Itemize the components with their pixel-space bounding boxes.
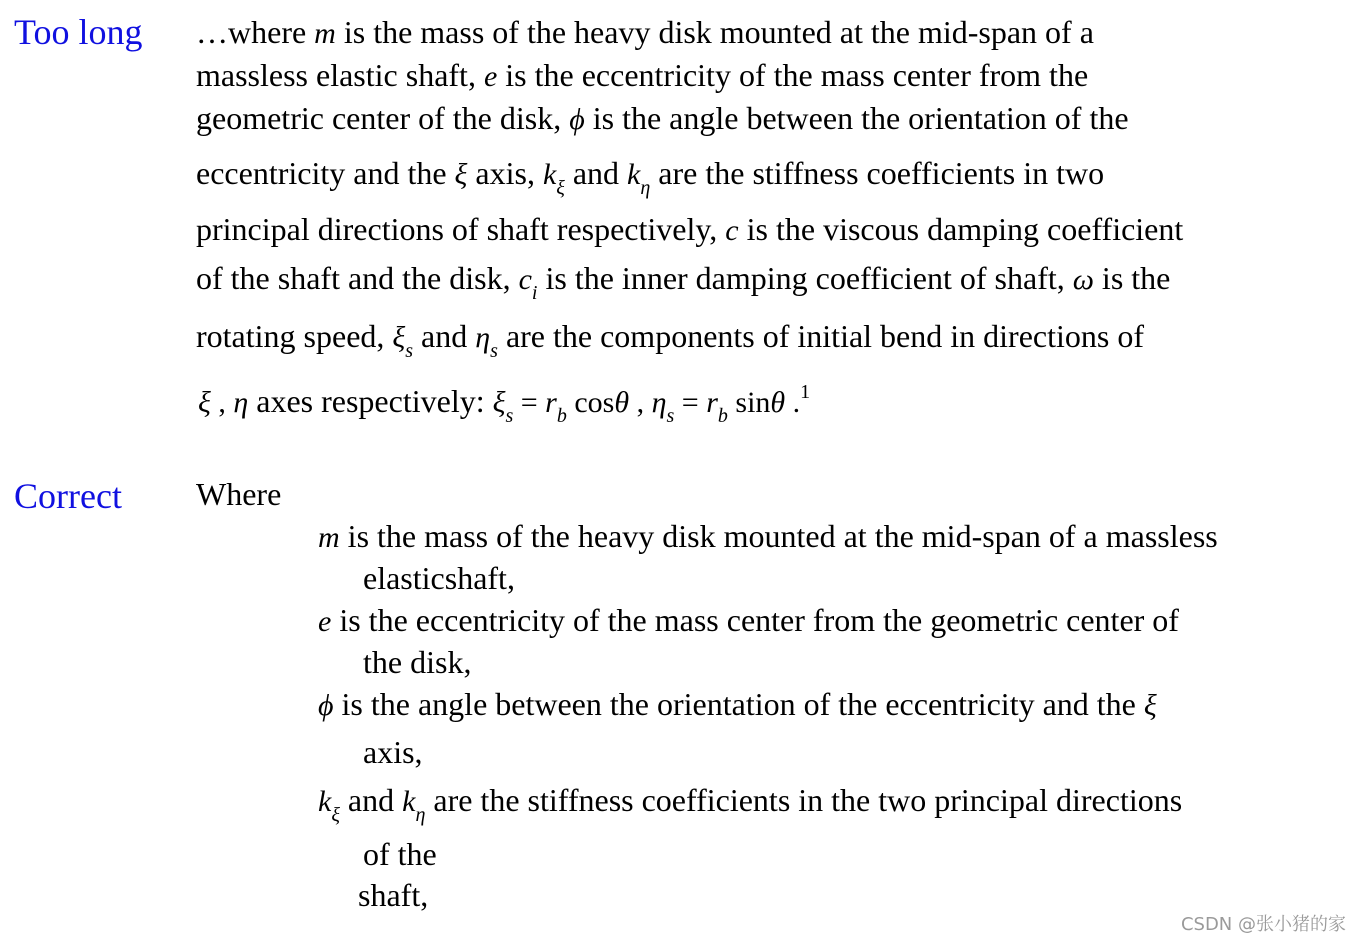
too-long-line-3: geometric center of the disk, ϕ is the angle between the orientation of the [196,100,1129,136]
correct-item-k-cont: of the [363,836,437,872]
correct-label: Correct [14,476,122,516]
too-long-line-7: rotating speed, $\xi_s$ and $\eta_s$ are the components of initial bend in directions of [196,318,1144,362]
correct-item-m-cont: elasticshaft, [363,560,515,596]
too-long-line-6: of the shaft and the disk, $c_i$ is the inner damping coefficient of shaft, ω is the [196,260,1171,304]
correct-item-m: m is the mass of the heavy disk mounted at the mid-span of a massless [318,518,1218,554]
too-long-line-2: massless elastic shaft, e is the eccentricity of the mass center from the [196,57,1089,93]
too-long-line-1: …where m is the mass of the heavy disk mounted at the mid-span of a [196,14,1094,50]
watermark: CSDN @张小猪的家 [1180,914,1346,935]
correct-item-phi: ϕ is the angle between the orientation of the eccentricity and the ξ [318,686,1157,722]
too-long-line-8: ξ , η axes respectively: $\xi_s = r_b$ cosθ , $\eta_s = r_b$ sinθ .$^1$ [198,381,811,427]
too-long-line-5: principal directions of shaft respectively, c is the viscous damping coefficient [196,211,1184,247]
correct-item-k-cont-2: shaft, [358,877,429,913]
correct-item-e: e is the eccentricity of the mass center from the geometric center of [318,602,1179,638]
correct-item-e-cont: the disk, [363,644,472,680]
too-long-line-4: eccentricity and the ξ axis, $k_\xi$ and $k_\eta$ are the stiffness coefficients in two [196,155,1105,199]
correct-item-phi-cont: axis, [363,734,423,770]
too-long-label: Too long [14,12,143,52]
correct-item-k: $k_\xi$ and $k_\eta$ are the stiffness coefficients in the two principal directions [318,782,1183,826]
correct-where: Where [196,476,282,512]
